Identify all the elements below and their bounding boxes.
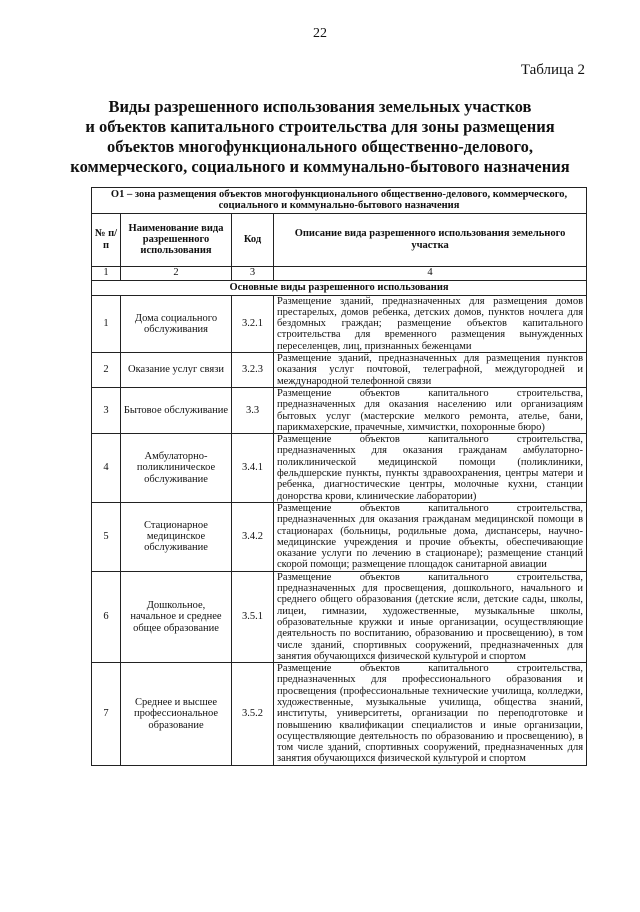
- zone-header-row: [92, 188, 587, 214]
- row-name: Дошкольное, начальное и среднее общее образование: [121, 571, 232, 662]
- row-desc: Размещение объектов капитального строительства, предназначенных для оказания гражданам медицинской помощи в стационарах (больницы, родильные дома, диспансеры, научно-медицинские учреждения и прочие объекты, обеспечивающие оказание услуги по лечению в стационаре); размещение станций скорой помощи; размещение площадок санитарной авиации: [274, 502, 587, 571]
- land-use-table: [91, 187, 587, 766]
- title-line: Виды разрешенного использования земельных участков: [108, 97, 532, 116]
- row-code: 3.4.2: [232, 502, 274, 571]
- column-number-row: [92, 266, 587, 280]
- header-code: Код: [232, 213, 274, 266]
- row-desc: Размещение зданий, предназначенных для размещения пунктов оказания услуг почтовой, телеграфной, междугородней и международной телефонной связи: [274, 353, 587, 388]
- row-num: 5: [92, 502, 121, 571]
- row-num: 7: [92, 663, 121, 766]
- row-name: Стационарное медицинское обслуживание: [121, 502, 232, 571]
- row-desc: Размещение объектов капитального строительства, предназначенных для оказания населению или организациям бытовых услуг (мастерские мелкого ремонта, ателье, бани, парикмахерские, прачечные, химчистки, похоронные бюро): [274, 387, 587, 433]
- col-number: 4: [274, 266, 587, 280]
- row-code: 3.5.1: [232, 571, 274, 662]
- title-line: коммерческого, социального и коммунально-бытового назначения: [70, 157, 570, 176]
- row-code: 3.2.1: [232, 295, 274, 352]
- table-row: [92, 434, 587, 503]
- section-row: [92, 280, 587, 295]
- table-label: Таблица 2: [520, 62, 585, 78]
- table-row: [92, 387, 587, 433]
- row-name: Амбулаторно-поликлиническое обслуживание: [121, 434, 232, 503]
- page-number: 22: [313, 26, 327, 41]
- table-row: [92, 571, 587, 662]
- row-desc: Размещение зданий, предназначенных для размещения домов престарелых, домов ребенка, детских домов, пунктов ночлега для бездомных граждан; размещение объектов капитального строительства для временного размещения вынужденных переселенцев, лиц, признанных беженцами: [274, 295, 587, 352]
- table-row: [92, 502, 587, 571]
- table-row: [92, 295, 587, 352]
- header-desc: Описание вида разрешенного использования земельного участка: [274, 213, 587, 266]
- column-header-row: [92, 213, 587, 266]
- col-number: 3: [232, 266, 274, 280]
- row-code: 3.3: [232, 387, 274, 433]
- title-line: объектов многофункционального общественно-делового,: [107, 137, 533, 156]
- zone-header: О1 – зона размещения объектов многофункционального общественно-делового, коммерческого, социального и коммунально-бытового назначения: [92, 188, 587, 214]
- row-desc: Размещение объектов капитального строительства, предназначенных для просвещения, дошкольного, начального и среднего общего образования (детские ясли, детские сады, школы, лицеи, гимназии, художественные, музыкальные школы, образовательные кружки и иные организации, осуществляющие деятельность по воспитанию, образованию и просвещению), в том числе зданий, спортивных сооружений, предназначенных для занятия обучающихся физической культурой и спортом: [274, 571, 587, 662]
- row-num: 1: [92, 295, 121, 352]
- row-desc: Размещение объектов капитального строительства, предназначенных для оказания гражданам амбулаторно-поликлинической медицинской помощи (поликлиники, фельдшерские пункты, пункты здравоохранения, центры матери и ребенка, диагностические центры, молочные кухни, станции донорства крови, клинические лаборатории): [274, 434, 587, 503]
- title-line: и объектов капитального строительства для зоны размещения: [85, 117, 555, 136]
- row-desc: Размещение объектов капитального строительства, предназначенных для профессионального образования и просвещения (профессиональные технические училища, колледжи, художественные, музыкальные училища, общества знаний, институты, университеты, организации по переподготовке и повышению квалификации специалистов и иные организации, осуществляющие деятельность по образованию и просвещению), в том числе зданий, спортивных сооружений, предназначенных для занятия обучающихся физической культурой и спортом: [274, 663, 587, 766]
- row-code: 3.4.1: [232, 434, 274, 503]
- row-num: 4: [92, 434, 121, 503]
- section-title: Основные виды разрешенного использования: [92, 280, 587, 295]
- header-num: № п/п: [92, 213, 121, 266]
- col-number: 1: [92, 266, 121, 280]
- row-name: Бытовое обслуживание: [121, 387, 232, 433]
- row-num: 3: [92, 387, 121, 433]
- header-name: Наименование вида разрешенного использования: [121, 213, 232, 266]
- document-title: [60, 97, 580, 177]
- row-code: 3.5.2: [232, 663, 274, 766]
- row-num: 6: [92, 571, 121, 662]
- row-name: Среднее и высшее профессиональное образование: [121, 663, 232, 766]
- col-number: 2: [121, 266, 232, 280]
- row-name: Оказание услуг связи: [121, 353, 232, 388]
- table-row: [92, 663, 587, 766]
- row-code: 3.2.3: [232, 353, 274, 388]
- row-name: Дома социального обслуживания: [121, 295, 232, 352]
- row-num: 2: [92, 353, 121, 388]
- table-row: [92, 353, 587, 388]
